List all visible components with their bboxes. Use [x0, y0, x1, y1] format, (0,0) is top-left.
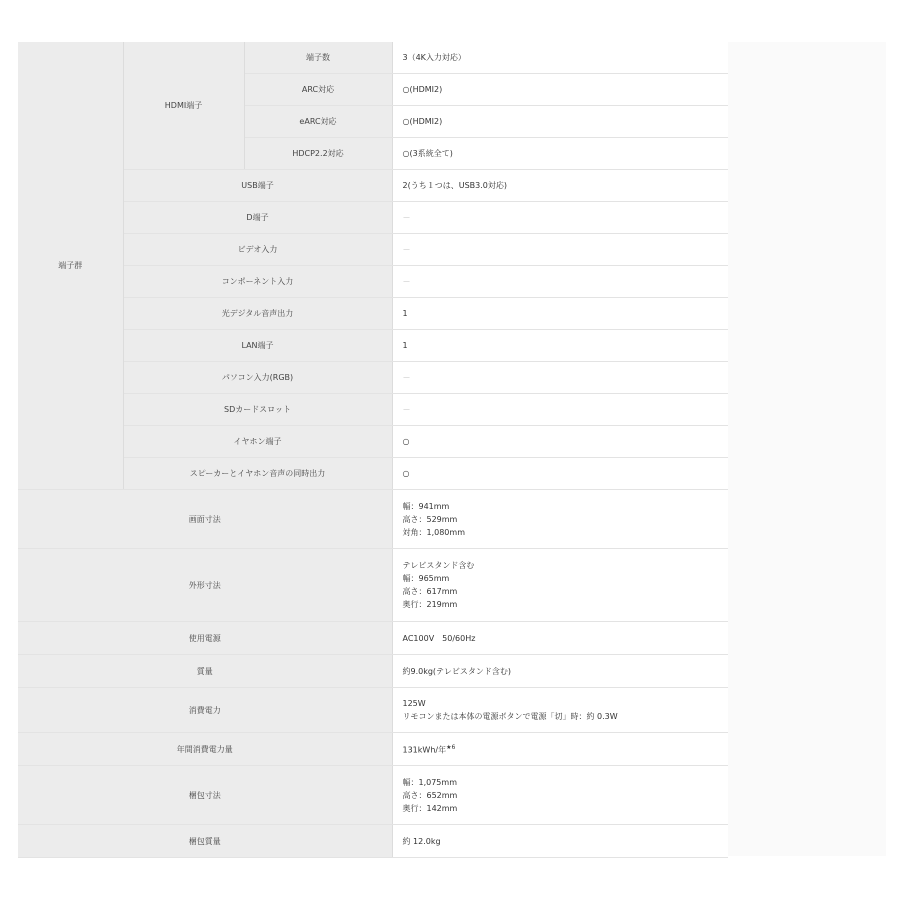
power-consumption-label: 消費電力 — [18, 688, 392, 733]
screen-size-value — [392, 490, 728, 549]
outer-width: 幅：965mm — [402, 574, 450, 583]
package-width: 幅：1,075mm — [402, 777, 457, 787]
hdmi-label: HDMI端子 — [123, 42, 244, 170]
outer-size-value — [392, 549, 728, 622]
screen-height: 高さ：529mm — [402, 514, 458, 524]
power-source-value: AC100V 50/60Hz — [392, 622, 728, 655]
package-weight-value: 約 12.0kg — [392, 825, 728, 858]
table-row — [18, 42, 728, 74]
outer-depth: 奥行：219mm — [402, 600, 458, 609]
table-row — [18, 298, 728, 330]
annual-power-number: 131kWh/年 — [402, 745, 447, 755]
table-row — [18, 330, 728, 362]
hdmi-count-value: 3（4K入力対応） — [392, 42, 728, 74]
arc-label: ARC対応 — [244, 74, 392, 106]
hdcp-value: ○(3系統全て) — [392, 138, 728, 170]
video-input-label: ビデオ入力 — [123, 234, 392, 266]
table-row — [18, 825, 728, 858]
spec-page — [18, 42, 886, 856]
package-weight-label: 梱包質量 — [18, 825, 392, 858]
annual-power-label: 年間消費電力量 — [18, 733, 392, 766]
arc-value: ○(HDMI2) — [392, 74, 728, 106]
simultaneous-out-label: スピーカーとイヤホン音声の同時出力 — [123, 458, 392, 490]
table-row — [18, 549, 728, 622]
pc-input-label: パソコン入力(RGB) — [123, 362, 392, 394]
screen-size-label: 画面寸法 — [18, 490, 392, 549]
component-input-label: コンポーネント入力 — [123, 266, 392, 298]
earphone-label: イヤホン端子 — [123, 426, 392, 458]
earc-label: eARC対応 — [244, 106, 392, 138]
simultaneous-out-value: ○ — [392, 458, 728, 490]
table-row — [18, 733, 728, 766]
table-row — [18, 766, 728, 825]
table-row — [18, 170, 728, 202]
screen-width: 幅：941mm — [402, 501, 450, 511]
table-row — [18, 202, 728, 234]
usb-value: 2(うち１つは、USB3.0対応) — [392, 170, 728, 202]
power-consumption-rated: 125W — [402, 699, 426, 708]
table-row — [18, 622, 728, 655]
outer-size-label: 外形寸法 — [18, 549, 392, 622]
table-row — [18, 362, 728, 394]
table-row — [18, 394, 728, 426]
table-row — [18, 426, 728, 458]
table-row — [18, 266, 728, 298]
pc-input-value: － — [392, 362, 728, 394]
package-depth: 奥行：142mm — [402, 803, 458, 813]
table-row — [18, 234, 728, 266]
outer-note: テレビスタンド含む — [402, 561, 475, 570]
hdcp-label: HDCP2.2対応 — [244, 138, 392, 170]
power-source-label: 使用電源 — [18, 622, 392, 655]
earc-value: ○(HDMI2) — [392, 106, 728, 138]
annual-power-note-mark: ★6 — [446, 744, 456, 752]
package-size-value — [392, 766, 728, 825]
power-consumption-value — [392, 688, 728, 733]
annual-power-value — [392, 733, 728, 766]
table-row — [18, 688, 728, 733]
usb-label: USB端子 — [123, 170, 392, 202]
weight-value: 約9.0kg(テレビスタンド含む) — [392, 655, 728, 688]
lan-value: 1 — [392, 330, 728, 362]
screen-diagonal: 対角：1,080mm — [402, 527, 465, 537]
power-consumption-standby: リモコンまたは本体の電源ボタンで電源「切」時：約 0.3W — [402, 712, 618, 721]
table-row — [18, 490, 728, 549]
table-row — [18, 655, 728, 688]
optical-out-value: 1 — [392, 298, 728, 330]
sd-slot-value: － — [392, 394, 728, 426]
video-input-value: － — [392, 234, 728, 266]
sd-slot-label: SDカードスロット — [123, 394, 392, 426]
lan-label: LAN端子 — [123, 330, 392, 362]
earphone-value: ○ — [392, 426, 728, 458]
outer-height: 高さ：617mm — [402, 587, 458, 596]
d-terminal-label: D端子 — [123, 202, 392, 234]
spec-table — [18, 42, 728, 858]
table-row — [18, 458, 728, 490]
package-height: 高さ：652mm — [402, 790, 458, 800]
hdmi-count-label: 端子数 — [244, 42, 392, 74]
weight-label: 質量 — [18, 655, 392, 688]
optical-out-label: 光デジタル音声出力 — [123, 298, 392, 330]
component-input-value: － — [392, 266, 728, 298]
d-terminal-value: － — [392, 202, 728, 234]
terminals-group-label: 端子群 — [18, 42, 123, 490]
package-size-label: 梱包寸法 — [18, 766, 392, 825]
